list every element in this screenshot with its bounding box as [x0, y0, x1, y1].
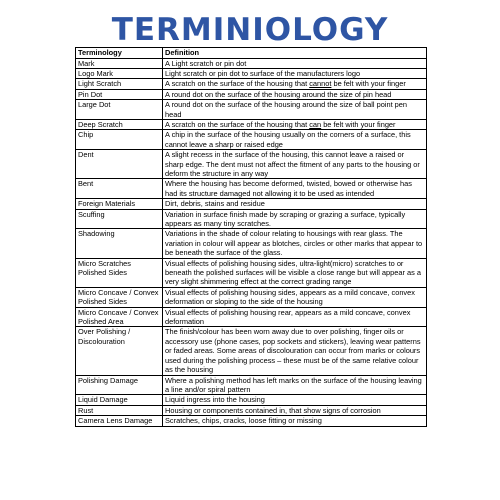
- definition-cell: A scratch on the surface of the housing that cannot be felt with your finger: [163, 79, 427, 89]
- term-cell: Logo Mark: [76, 68, 163, 78]
- definition-cell: Variation in surface finish made by scraping or grazing a surface, typically appears as many tiny scratches.: [163, 209, 427, 229]
- table-row: [76, 416, 427, 426]
- definition-cell: Light scratch or pin dot to surface of the manufacturers logo: [163, 68, 427, 78]
- definition-cell: Dirt, debris, stains and residue: [163, 199, 427, 209]
- term-cell: Scuffing: [76, 209, 163, 229]
- term-cell: Foreign Materials: [76, 199, 163, 209]
- header-definition: Definition: [163, 48, 427, 59]
- definition-cell: Scratches, chips, cracks, loose fitting or missing: [163, 416, 427, 426]
- table-body: [76, 58, 427, 426]
- term-cell: Liquid Damage: [76, 395, 163, 405]
- page-title: TERMINIOLOGY: [111, 12, 389, 48]
- term-cell: Polishing Damage: [76, 375, 163, 395]
- table-row: [76, 287, 427, 307]
- term-cell: Shadowing: [76, 229, 163, 258]
- table-row: [76, 119, 427, 129]
- definition-cell: A slight recess in the surface of the housing, this cannot leave a raised or sharp edge. The dent must not affect the fitment of any parts to the housing or deform the structure in any way: [163, 150, 427, 179]
- emphasis-underline: cannot: [309, 79, 332, 89]
- table-header-row: [76, 48, 427, 59]
- definition-cell: A Light scratch or pin dot: [163, 58, 427, 68]
- term-cell: Camera Lens Damage: [76, 416, 163, 426]
- definition-cell: A chip in the surface of the housing usually on the corners of a surface, this cannot leave a sharp or raised edge: [163, 130, 427, 150]
- term-cell: Bent: [76, 179, 163, 199]
- table-row: [76, 327, 427, 375]
- term-cell: Dent: [76, 150, 163, 179]
- table-row: [76, 89, 427, 99]
- term-cell: Rust: [76, 405, 163, 415]
- table-row: [76, 68, 427, 78]
- table-row: [76, 209, 427, 229]
- table-row: [76, 395, 427, 405]
- definition-cell: Housing or components contained in, that show signs of corrosion: [163, 405, 427, 415]
- table-row: [76, 199, 427, 209]
- emphasis-underline: can: [309, 119, 322, 129]
- definition-cell: Visual effects of polishing housing sides, appears as a mild concave, convex deformation or sloping to the side of the housing: [163, 287, 427, 307]
- table-row: [76, 258, 427, 287]
- definition-cell: A round dot on the surface of the housing around the size of pin head: [163, 89, 427, 99]
- header-terminology: Terminology: [76, 48, 163, 59]
- term-cell: Light Scratch: [76, 79, 163, 89]
- table-row: [76, 405, 427, 415]
- table-row: [76, 375, 427, 395]
- definition-cell: Where the housing has become deformed, twisted, bowed or otherwise has had its structure damaged not allowing it to be used as intended: [163, 179, 427, 199]
- table-row: [76, 307, 427, 327]
- definition-cell: Variations in the shade of colour relating to housings with rear glass. The variation in colour will appear as blotches, circles or other marks that appear to be beneath the surface of the glass.: [163, 229, 427, 258]
- definition-cell: The finish/colour has been worn away due to over polishing, finger oils or accessory use (phone cases, pop sockets and stickers), leaving wear patterns or faded areas. Some areas of discolouration can occur from marks or colours used during the polishing process – these must be of the same relative colour as the housing: [163, 327, 427, 375]
- definition-cell: A round dot on the surface of the housing around the size of ball point pen head: [163, 100, 427, 120]
- definition-cell: Liquid ingress into the housing: [163, 395, 427, 405]
- term-cell: Micro Concave / Convex Polished Area: [76, 307, 163, 327]
- term-cell: Mark: [76, 58, 163, 68]
- definition-cell: Where a polishing method has left marks on the surface of the housing leaving a line and/or spiral pattern: [163, 375, 427, 395]
- term-cell: Micro Scratches Polished Sides: [76, 258, 163, 287]
- definition-cell: A scratch on the surface of the housing that can be felt with your finger: [163, 119, 427, 129]
- table-row: [76, 150, 427, 179]
- table-row: [76, 100, 427, 120]
- table-row: [76, 179, 427, 199]
- term-cell: Micro Concave / Convex Polished Sides: [76, 287, 163, 307]
- term-cell: Over Polishing / Discolouration: [76, 327, 163, 375]
- term-cell: Pin Dot: [76, 89, 163, 99]
- table-row: [76, 79, 427, 89]
- table-row: [76, 229, 427, 258]
- definition-cell: Visual effects of polishing housing rear, appears as a mild concave, convex deformation: [163, 307, 427, 327]
- term-cell: Chip: [76, 130, 163, 150]
- term-cell: Deep Scratch: [76, 119, 163, 129]
- definition-cell: Visual effects of polishing housing sides, ultra-light(micro) scratches to or beneath the polished surfaces will be visible a close range but will appear as a very slight shimmering effect at the correct grading range: [163, 258, 427, 287]
- terminology-table: [75, 47, 427, 427]
- table-row: [76, 58, 427, 68]
- term-cell: Large Dot: [76, 100, 163, 120]
- table-row: [76, 130, 427, 150]
